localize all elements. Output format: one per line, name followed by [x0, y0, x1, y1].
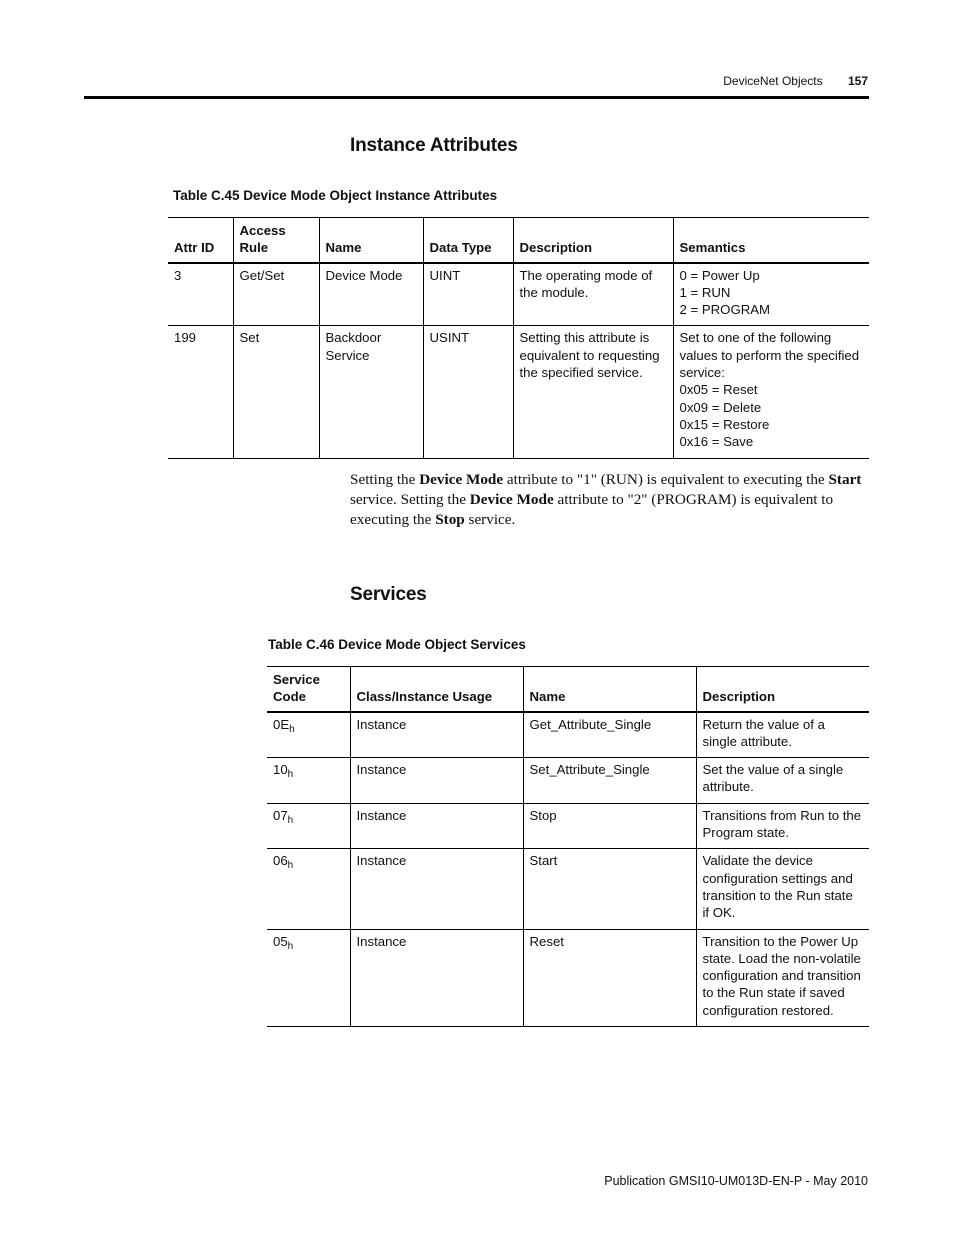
column-header: Data Type: [423, 218, 513, 263]
instance-attributes-heading: Instance Attributes: [350, 135, 518, 156]
service-code-cell: [267, 712, 350, 758]
table-header-row: [168, 218, 869, 263]
table-c45-caption: Table C.45 Device Mode Object Instance Attributes: [173, 188, 498, 203]
hex-suffix: h: [287, 940, 294, 952]
service-code: 10: [273, 762, 288, 778]
header-section-title: DeviceNet Objects: [723, 74, 823, 88]
paragraph-text: Setting the: [350, 471, 420, 488]
table-row: [267, 849, 869, 929]
column-header: Name: [523, 667, 696, 712]
table-row: [168, 326, 869, 458]
description-cell: Return the value of a single attribute.: [696, 712, 869, 758]
publication-footer: Publication GMSI10-UM013D-EN-P - May 2010: [604, 1174, 868, 1188]
service-name-cell: Reset: [523, 929, 696, 1026]
description-cell: Transitions from Run to the Program state.: [696, 803, 869, 849]
column-header: Description: [513, 218, 673, 263]
name-cell: Backdoor Service: [319, 326, 423, 458]
header-rule: [84, 96, 869, 99]
attr-id-cell: 199: [168, 326, 233, 458]
service-name-cell: Get_Attribute_Single: [523, 712, 696, 758]
usage-cell: Instance: [350, 758, 523, 804]
table-header-row: [267, 667, 869, 712]
access-rule-cell: Set: [233, 326, 319, 458]
column-header: Class/Instance Usage: [350, 667, 523, 712]
column-header: Semantics: [673, 218, 869, 263]
service-code-cell: [267, 929, 350, 1026]
service-name-cell: Stop: [523, 803, 696, 849]
service-code-cell: [267, 849, 350, 929]
description-cell: The operating mode of the module.: [513, 263, 673, 326]
paragraph-text: attribute to "2" (PROGRAM) is equivalent to executing the: [350, 491, 834, 529]
service-code: 07: [273, 807, 288, 823]
service-code: 05: [273, 933, 288, 949]
paragraph-text: attribute to "1" (RUN) is equivalent to executing the: [503, 471, 829, 488]
services-table: [267, 666, 869, 1027]
description-cell: Set the value of a single attribute.: [696, 758, 869, 804]
service-code: 0E: [273, 716, 290, 732]
table-c46-caption: Table C.46 Device Mode Object Services: [268, 637, 526, 652]
description-cell: Validate the device configuration settings and transition to the Run state if OK.: [696, 849, 869, 929]
column-header: Service Code: [267, 667, 350, 712]
name-cell: Device Mode: [319, 263, 423, 326]
paragraph-text: service.: [464, 511, 516, 529]
semantics-cell: 0 = Power Up 1 = RUN 2 = PROGRAM: [673, 263, 869, 326]
column-header: Description: [696, 667, 869, 712]
usage-cell: Instance: [350, 803, 523, 849]
hex-suffix: h: [289, 723, 295, 735]
column-header: Name: [319, 218, 423, 263]
page-number: 157: [847, 74, 868, 88]
table-row: [267, 929, 869, 1026]
instance-attributes-table: [168, 217, 869, 459]
running-header: [723, 74, 868, 88]
paragraph-bold: Start: [828, 471, 862, 488]
service-code-cell: [267, 803, 350, 849]
service-code-cell: [267, 758, 350, 804]
hex-suffix: h: [287, 769, 294, 781]
hex-suffix: h: [287, 860, 294, 872]
description-cell: Transition to the Power Up state. Load the non-volatile configuration and transition to the Run state if saved configuration restored.: [696, 929, 869, 1026]
service-code: 06: [273, 853, 288, 869]
table-row: [267, 803, 869, 849]
paragraph-bold: Stop: [435, 511, 465, 529]
usage-cell: Instance: [350, 712, 523, 758]
paragraph-bold: Device Mode: [469, 491, 554, 509]
usage-cell: Instance: [350, 929, 523, 1026]
paragraph-text: service. Setting the: [350, 491, 470, 509]
table-row: [267, 712, 869, 758]
semantics-cell: Set to one of the following values to perform the specified service: 0x05 = Reset 0x09 = Delete 0x15 = Restore 0x16 = Save: [673, 326, 869, 458]
column-header: Attr ID: [168, 218, 233, 263]
attr-id-cell: 3: [168, 263, 233, 326]
table-row: [168, 263, 869, 326]
column-header: Access Rule: [233, 218, 319, 263]
access-rule-cell: Get/Set: [233, 263, 319, 326]
service-name-cell: Start: [523, 849, 696, 929]
service-name-cell: Set_Attribute_Single: [523, 758, 696, 804]
data-type-cell: UINT: [423, 263, 513, 326]
table-row: [267, 758, 869, 804]
usage-cell: Instance: [350, 849, 523, 929]
hex-suffix: h: [287, 814, 294, 826]
services-heading: Services: [350, 584, 427, 605]
body-paragraph: [350, 470, 870, 531]
description-cell: Setting this attribute is equivalent to requesting the specified service.: [513, 326, 673, 458]
paragraph-bold: Device Mode: [419, 471, 504, 488]
data-type-cell: USINT: [423, 326, 513, 458]
